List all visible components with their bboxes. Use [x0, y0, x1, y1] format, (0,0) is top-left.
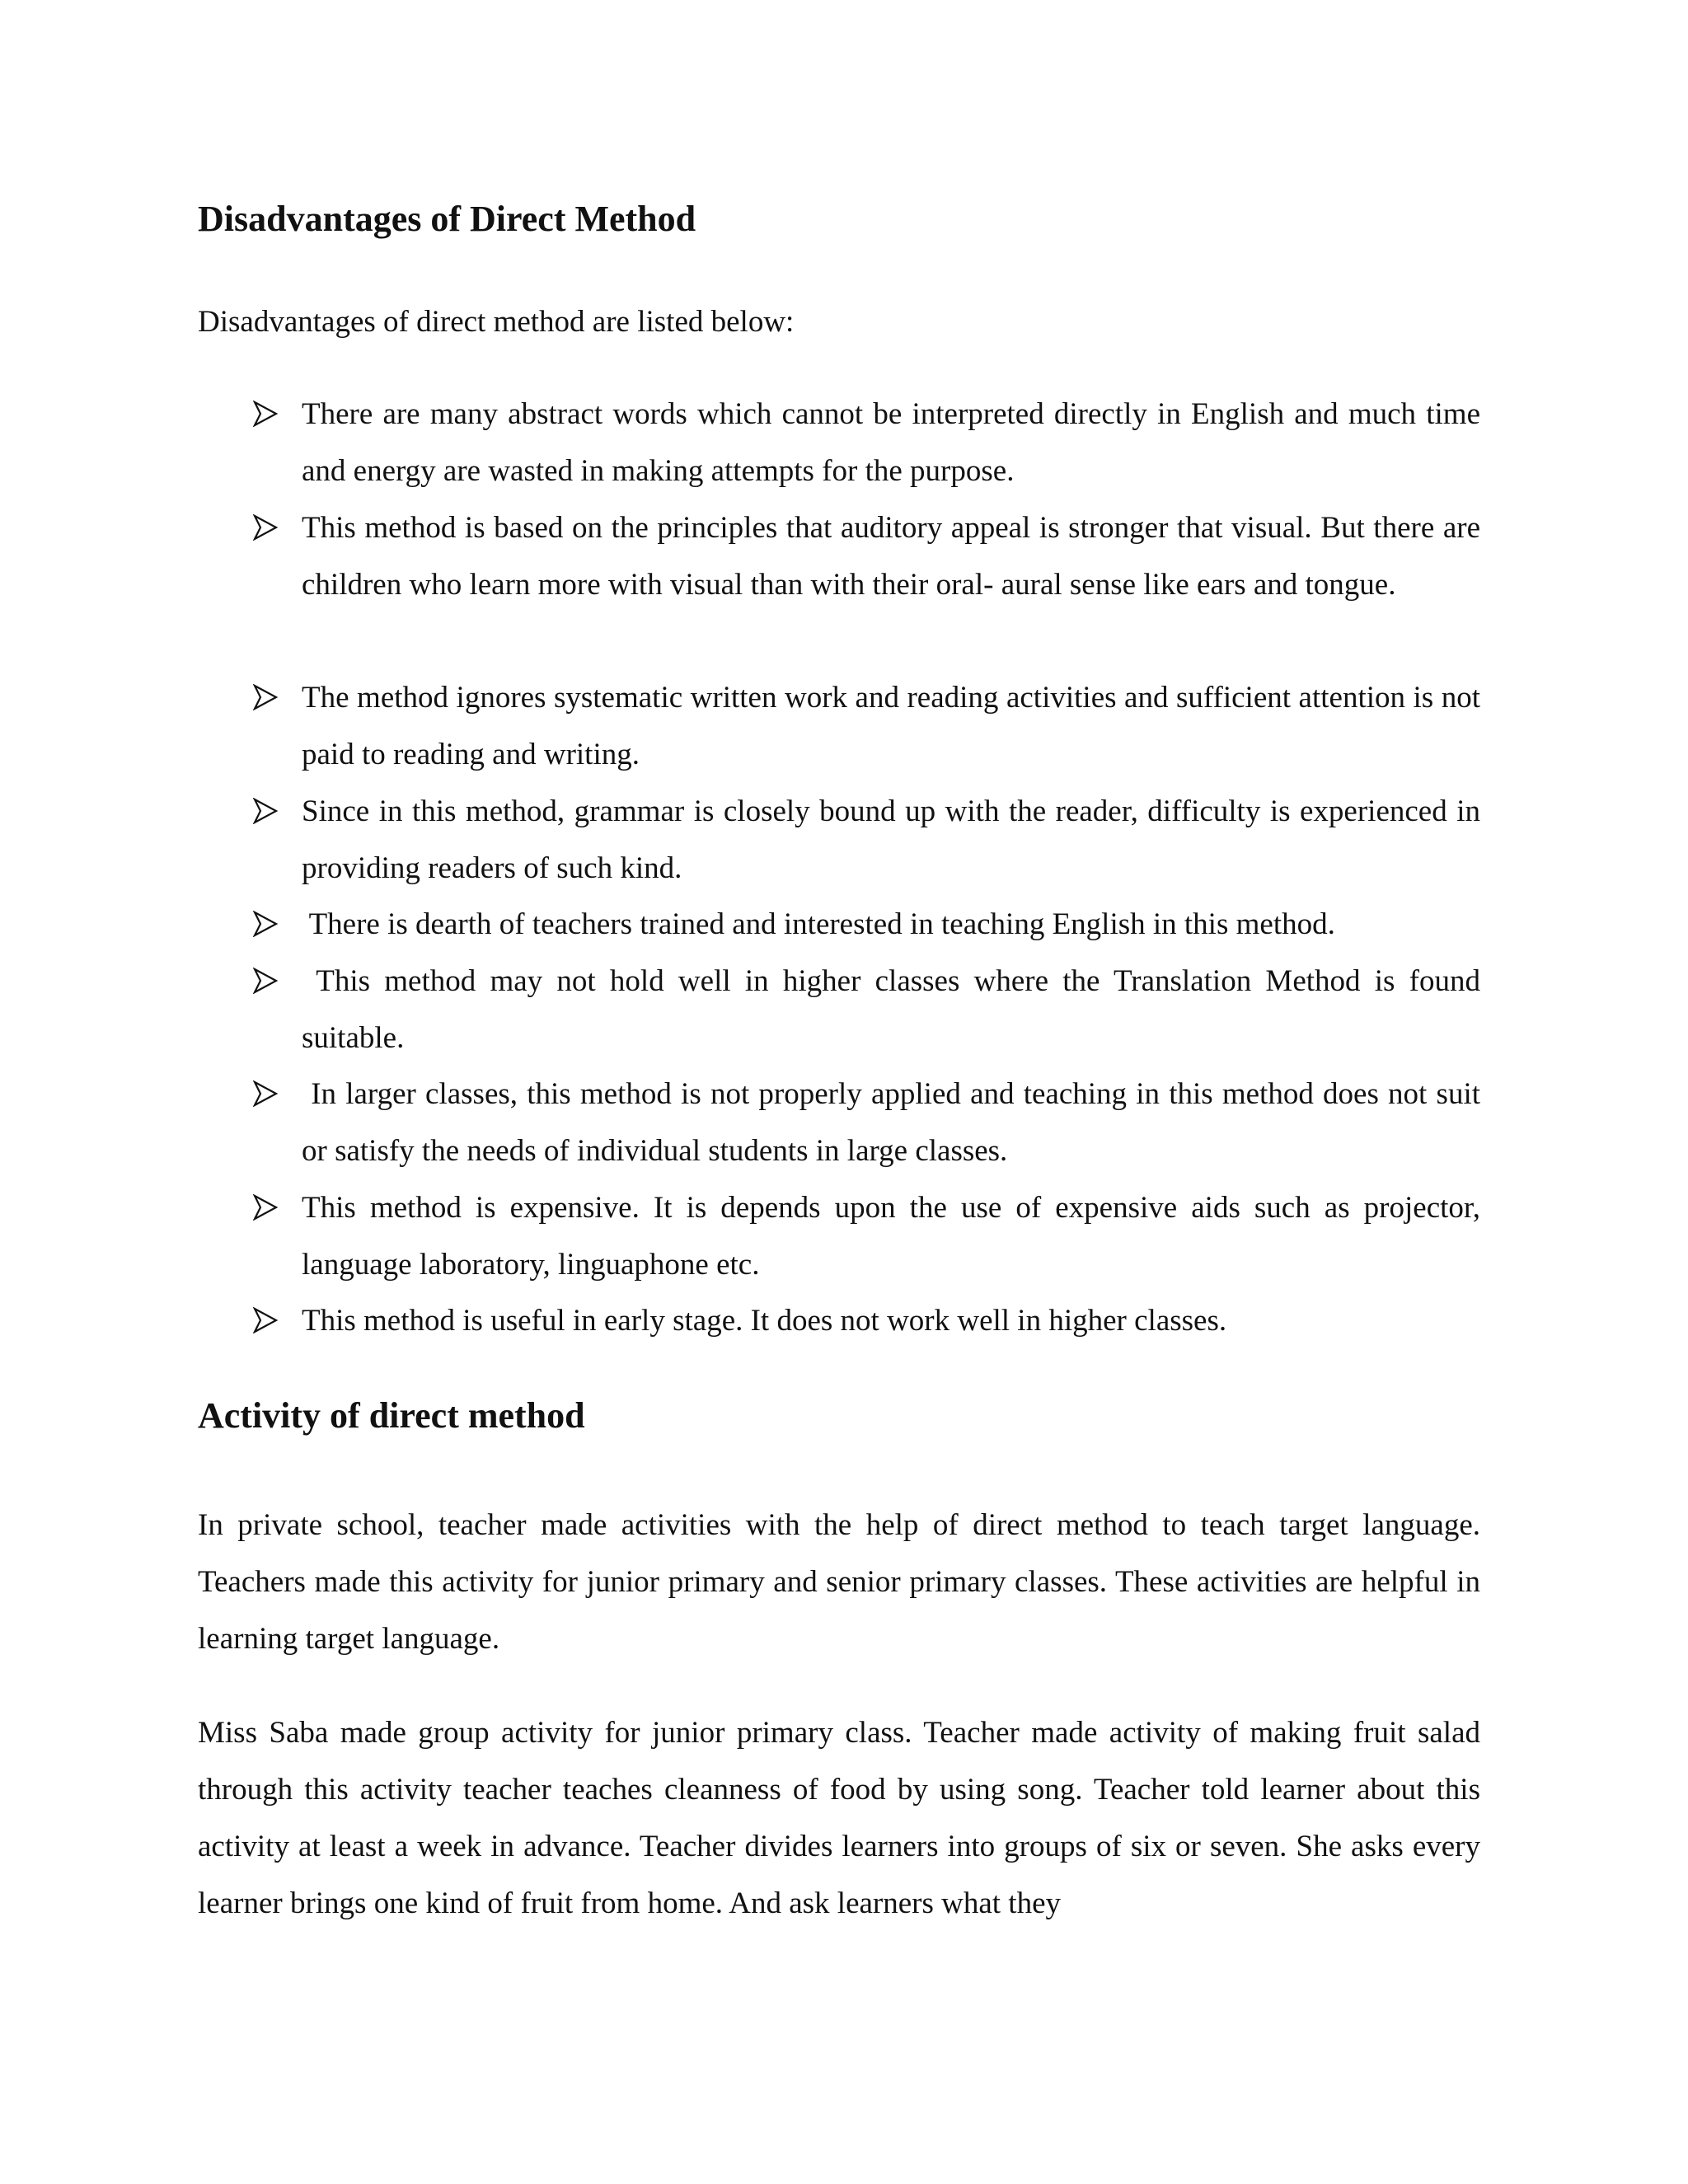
list-item: Since in this method, grammar is closely bound up with the reader, difficulty is experienced in providing readers of such kind. — [302, 794, 1480, 885]
arrowhead-bullet-icon — [252, 1194, 279, 1221]
list-item: There is dearth of teachers trained and interested in teaching English in this method. — [302, 907, 1335, 941]
list-item: There are many abstract words which cannot be interpreted directly in English and much time and energy are wasted in making attempts for the purpose. — [302, 397, 1480, 488]
list-item: This method is based on the principles that auditory appeal is stronger that visual. But there are children who learn more with visual than with their oral- aural sense like ears and tongue. — [302, 511, 1480, 602]
list-item: This method is expensive. It is depends upon the use of expensive aids such as projector, language laboratory, linguaphone etc. — [302, 1191, 1480, 1282]
arrowhead-bullet-icon — [252, 401, 279, 427]
paragraph: Miss Saba made group activity for junior primary class. Teacher made activity of making fruit salad through this activity teacher teaches cleanness of food by using song. Teacher told learner about this activity at least a week in advance. Teacher divides learners into groups of six or seven. She asks every learner brings one kind of fruit from home. And ask learners what they — [198, 1716, 1480, 1920]
arrowhead-bullet-icon — [252, 514, 279, 541]
list-item: The method ignores systematic written work and reading activities and sufficient attention is not paid to reading and writing. — [302, 681, 1480, 771]
list-item: In larger classes, this method is not properly applied and teaching in this method does not suit or satisfy the needs of individual students in large classes. — [302, 1077, 1489, 1168]
section-heading-activity: Activity of direct method — [198, 1395, 585, 1436]
arrowhead-bullet-icon — [252, 911, 279, 937]
arrowhead-bullet-icon — [252, 968, 279, 994]
arrowhead-bullet-icon — [252, 1080, 279, 1107]
intro-text: Disadvantages of direct method are listed below: — [198, 305, 795, 339]
paragraph: In private school, teacher made activities with the help of direct method to teach target language. Teachers made this activity for junior primary and senior primary classes. These activities are helpful in learning target language. — [198, 1508, 1480, 1656]
list-item: This method is useful in early stage. It does not work well in higher classes. — [302, 1304, 1227, 1338]
arrowhead-bullet-icon — [252, 1307, 279, 1333]
arrowhead-bullet-icon — [252, 798, 279, 824]
section-heading-disadvantages: Disadvantages of Direct Method — [198, 199, 696, 239]
list-item: This method may not hold well in higher classes where the Translation Method is found suitable. — [302, 964, 1489, 1055]
arrowhead-bullet-icon — [252, 684, 279, 710]
